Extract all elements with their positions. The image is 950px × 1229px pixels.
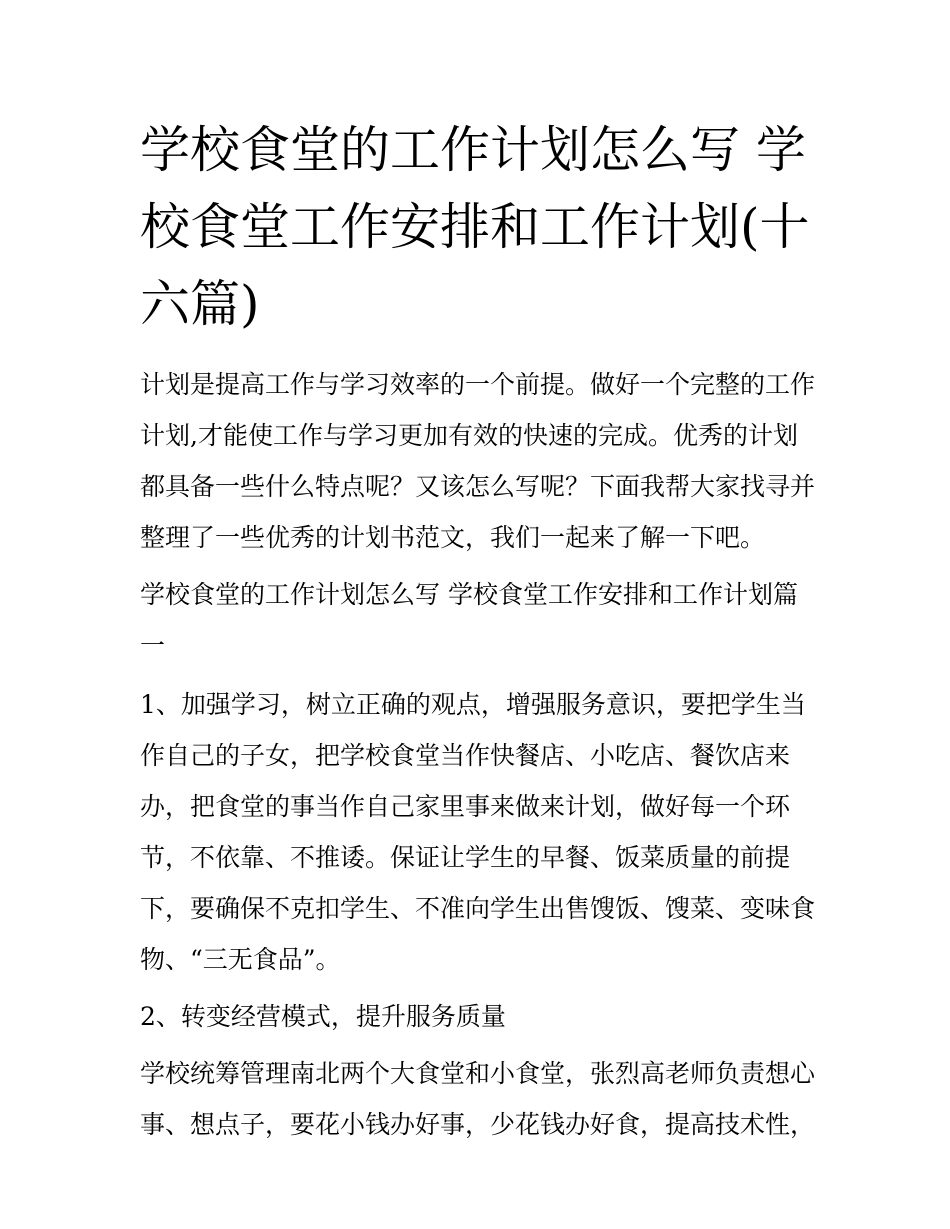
list-item-1: 1、加强学习，树立正确的观点，增强服务意识，要把学生当作自己的子女，把学校食堂当作快餐店、小吃店、餐饮店来办，把食堂的事当作自己家里事来做来计划，做好每一个环节，不依靠、不推诿。保证让学生的早餐、饭菜质量的前提下，要确保不克扣学生、不准向学生出售馊饭、馊菜、变味食物、“三无食品”。 — [140, 690, 816, 974]
intro-paragraph: 计划是提高工作与学习效率的一个前提。做好一个完整的工作计划,才能使工作与学习更加有效的快速的完成。优秀的计划都具备一些什么特点呢？又该怎么写呢？下面我帮大家找寻并整理了一些优秀的计划书范文，我们一起来了解一下吧。 — [140, 370, 816, 552]
list-item-2: 2、转变经营模式，提升服务质量 — [140, 1002, 506, 1031]
section-heading: 学校食堂的工作计划怎么写 学校食堂工作安排和工作计划篇一 — [140, 580, 798, 660]
body-paragraph: 学校统筹管理南北两个大食堂和小食堂，张烈高老师负责想心事、想点子，要花小钱办好事，少花钱办好食，提高技术性， — [140, 1059, 816, 1139]
document-page — [140, 112, 820, 1150]
document-title: 学校食堂的工作计划怎么写 学校食堂工作安排和工作计划(十六篇) — [140, 121, 810, 333]
